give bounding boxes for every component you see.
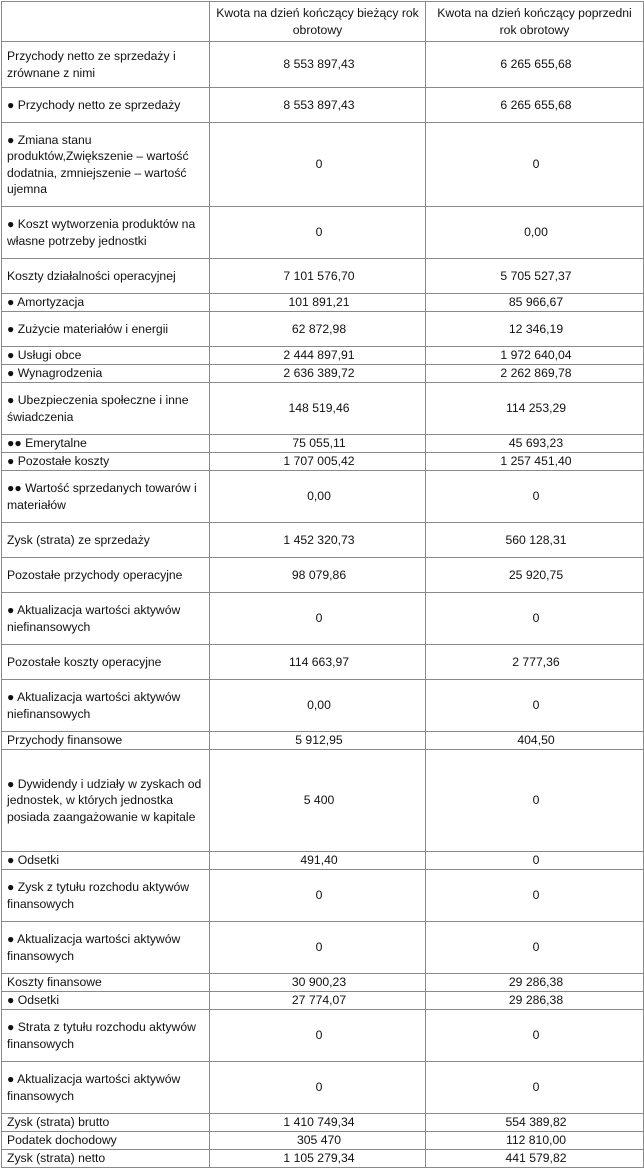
row-current-value: 114 663,97 — [210, 645, 426, 680]
row-current-value: 8 553 897,43 — [210, 42, 426, 88]
row-label: Zysk (strata) netto — [2, 1150, 210, 1168]
row-label: ● Amortyzacja — [2, 294, 210, 312]
row-label: ● Wynagrodzenia — [2, 365, 210, 383]
table-row — [2, 1062, 644, 1114]
row-previous-value: 1 972 640,04 — [426, 347, 644, 365]
row-previous-value: 0 — [426, 1010, 644, 1062]
row-label: ● Ubezpieczenia społeczne i inne świadczenia — [2, 383, 210, 435]
row-current-value: 0 — [210, 1062, 426, 1114]
table-row — [2, 974, 644, 992]
row-previous-value: 0 — [426, 750, 644, 852]
row-previous-value: 0 — [426, 852, 644, 870]
row-label: Koszty działalności operacyjnej — [2, 259, 210, 294]
row-current-value: 1 105 279,34 — [210, 1150, 426, 1168]
row-label: Przychody netto ze sprzedaży i zrównane z nimi — [2, 42, 210, 88]
table-row — [2, 680, 644, 732]
row-label: ●● Emerytalne — [2, 435, 210, 453]
row-current-value: 1 410 749,34 — [210, 1114, 426, 1132]
table-row — [2, 593, 644, 645]
row-previous-value: 6 265 655,68 — [426, 88, 644, 123]
table-row — [2, 732, 644, 750]
row-previous-value: 0 — [426, 593, 644, 645]
row-current-value: 27 774,07 — [210, 992, 426, 1010]
row-label: ● Dywidendy i udziały w zyskach od jednostek, w których jednostka posiada zaangażowanie w kapitale — [2, 750, 210, 852]
row-previous-value: 0 — [426, 1062, 644, 1114]
row-current-value: 0,00 — [210, 680, 426, 732]
table-row — [2, 347, 644, 365]
row-current-value: 98 079,86 — [210, 558, 426, 593]
table-row — [2, 453, 644, 471]
table-row — [2, 645, 644, 680]
row-current-value: 8 553 897,43 — [210, 88, 426, 123]
row-current-value: 7 101 576,70 — [210, 259, 426, 294]
row-current-value: 0 — [210, 593, 426, 645]
row-label: Zysk (strata) brutto — [2, 1114, 210, 1132]
row-previous-value: 29 286,38 — [426, 992, 644, 1010]
row-current-value: 5 400 — [210, 750, 426, 852]
table-row — [2, 259, 644, 294]
row-label: ● Strata z tytułu rozchodu aktywów finansowych — [2, 1010, 210, 1062]
row-label: ● Aktualizacja wartości aktywów finansowych — [2, 922, 210, 974]
table-row — [2, 88, 644, 123]
header-row — [2, 2, 644, 42]
table-row — [2, 365, 644, 383]
row-label: Przychody finansowe — [2, 732, 210, 750]
row-previous-value: 5 705 527,37 — [426, 259, 644, 294]
header-current-year: Kwota na dzień kończący bieżący rok obrotowy — [210, 2, 426, 42]
table-row — [2, 435, 644, 453]
row-current-value: 0 — [210, 123, 426, 207]
row-label: Zysk (strata) ze sprzedaży — [2, 523, 210, 558]
row-current-value: 1 707 005,42 — [210, 453, 426, 471]
table-row — [2, 1150, 644, 1168]
financial-statement-table — [1, 1, 644, 1168]
row-label: ● Usługi obce — [2, 347, 210, 365]
row-current-value: 0,00 — [210, 471, 426, 523]
row-label: ● Pozostałe koszty — [2, 453, 210, 471]
row-previous-value: 0 — [426, 922, 644, 974]
row-previous-value: 441 579,82 — [426, 1150, 644, 1168]
row-current-value: 30 900,23 — [210, 974, 426, 992]
row-previous-value: 29 286,38 — [426, 974, 644, 992]
table-row — [2, 294, 644, 312]
table-row — [2, 471, 644, 523]
row-label: ● Aktualizacja wartości aktywów niefinansowych — [2, 680, 210, 732]
table-row — [2, 558, 644, 593]
row-previous-value: 1 257 451,40 — [426, 453, 644, 471]
row-label: Koszty finansowe — [2, 974, 210, 992]
row-previous-value: 45 693,23 — [426, 435, 644, 453]
row-previous-value: 2 262 869,78 — [426, 365, 644, 383]
row-current-value: 75 055,11 — [210, 435, 426, 453]
row-current-value: 0 — [210, 1010, 426, 1062]
row-label: Podatek dochodowy — [2, 1132, 210, 1150]
row-previous-value: 2 777,36 — [426, 645, 644, 680]
table-row — [2, 1132, 644, 1150]
table-row — [2, 852, 644, 870]
table-row — [2, 42, 644, 88]
header-previous-year: Kwota na dzień kończący poprzedni rok obrotowy — [426, 2, 644, 42]
table-row — [2, 383, 644, 435]
row-current-value: 305 470 — [210, 1132, 426, 1150]
row-previous-value: 404,50 — [426, 732, 644, 750]
row-previous-value: 25 920,75 — [426, 558, 644, 593]
row-previous-value: 0 — [426, 471, 644, 523]
row-previous-value: 85 966,67 — [426, 294, 644, 312]
row-label: ● Zmiana stanu produktów,Zwiększenie – wartość dodatnia, zmniejszenie – wartość ujemna — [2, 123, 210, 207]
row-current-value: 1 452 320,73 — [210, 523, 426, 558]
row-current-value: 62 872,98 — [210, 312, 426, 347]
row-current-value: 148 519,46 — [210, 383, 426, 435]
row-label: ● Aktualizacja wartości aktywów finansowych — [2, 1062, 210, 1114]
row-label: ● Zysk z tytułu rozchodu aktywów finansowych — [2, 870, 210, 922]
table-header — [2, 2, 644, 42]
table-row — [2, 207, 644, 259]
row-previous-value: 0 — [426, 870, 644, 922]
table-row — [2, 870, 644, 922]
table-body — [2, 42, 644, 1168]
row-current-value: 0 — [210, 922, 426, 974]
row-current-value: 5 912,95 — [210, 732, 426, 750]
table-row — [2, 1114, 644, 1132]
row-label: ● Aktualizacja wartości aktywów niefinansowych — [2, 593, 210, 645]
row-label: ● Odsetki — [2, 852, 210, 870]
table-row — [2, 992, 644, 1010]
row-current-value: 101 891,21 — [210, 294, 426, 312]
row-label: Pozostałe przychody operacyjne — [2, 558, 210, 593]
row-previous-value: 0,00 — [426, 207, 644, 259]
row-previous-value: 0 — [426, 123, 644, 207]
row-current-value: 2 444 897,91 — [210, 347, 426, 365]
row-current-value: 491,40 — [210, 852, 426, 870]
row-label: ● Odsetki — [2, 992, 210, 1010]
row-label: ● Przychody netto ze sprzedaży — [2, 88, 210, 123]
row-current-value: 2 636 389,72 — [210, 365, 426, 383]
row-previous-value: 112 810,00 — [426, 1132, 644, 1150]
row-label: ●● Wartość sprzedanych towarów i materiałów — [2, 471, 210, 523]
row-previous-value: 0 — [426, 680, 644, 732]
row-label: ● Zużycie materiałów i energii — [2, 312, 210, 347]
row-label: Pozostałe koszty operacyjne — [2, 645, 210, 680]
row-label: ● Koszt wytworzenia produktów na własne potrzeby jednostki — [2, 207, 210, 259]
row-previous-value: 554 389,82 — [426, 1114, 644, 1132]
row-previous-value: 114 253,29 — [426, 383, 644, 435]
table-row — [2, 123, 644, 207]
row-previous-value: 560 128,31 — [426, 523, 644, 558]
header-label-cell — [2, 2, 210, 42]
row-current-value: 0 — [210, 207, 426, 259]
row-current-value: 0 — [210, 870, 426, 922]
table-row — [2, 1010, 644, 1062]
table-row — [2, 922, 644, 974]
row-previous-value: 12 346,19 — [426, 312, 644, 347]
row-previous-value: 6 265 655,68 — [426, 42, 644, 88]
table-row — [2, 312, 644, 347]
table-row — [2, 523, 644, 558]
table-row — [2, 750, 644, 852]
